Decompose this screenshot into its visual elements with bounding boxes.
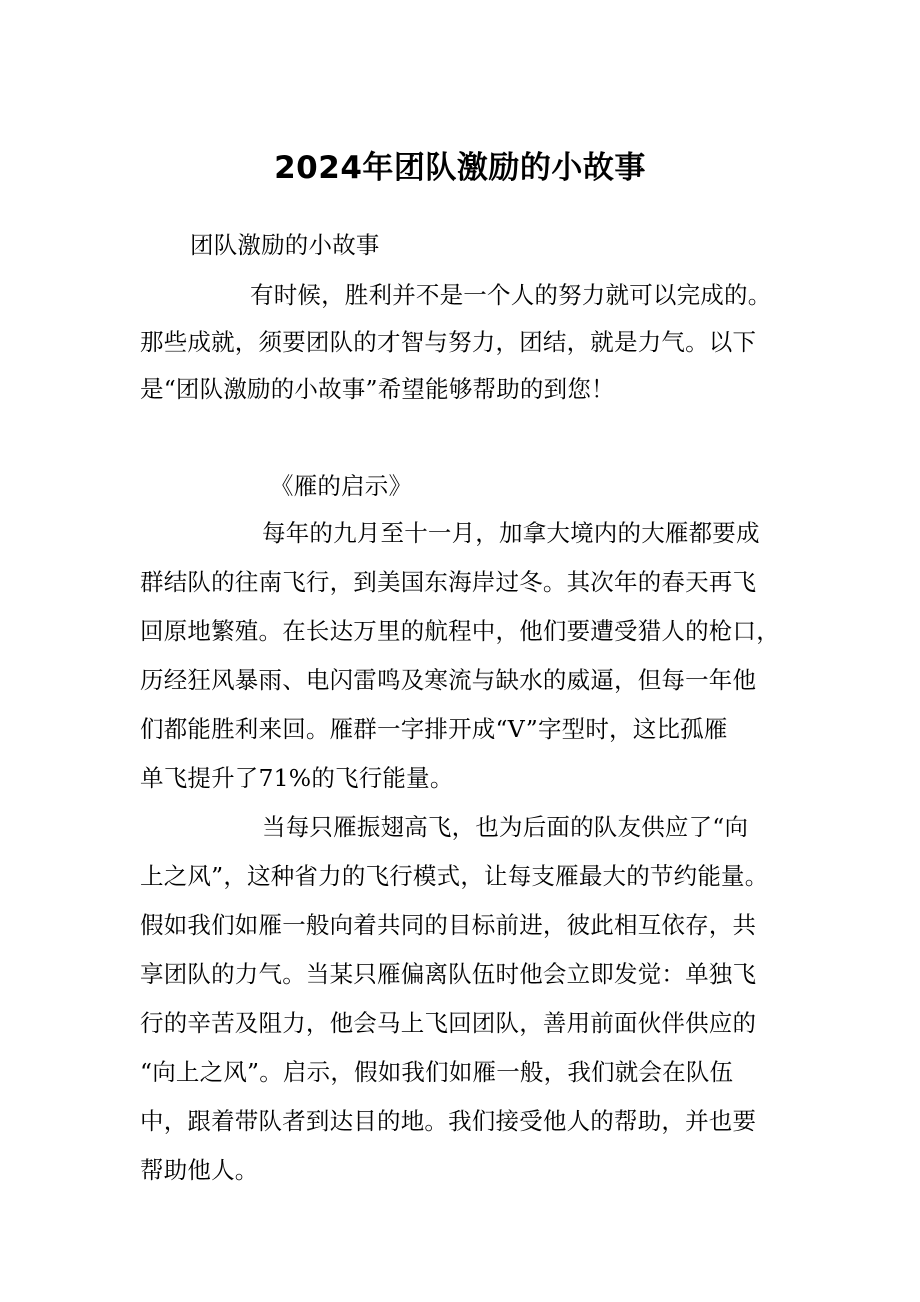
intro-line: 那些成就，须要团队的才智与努力，团结，就是力气。以下	[140, 328, 757, 356]
paragraph-line: 们都能胜利来回。雁群一字排开成“V”字型时，这比孤雁	[140, 715, 728, 743]
paragraph-line: 单飞提升了71%的飞行能量。	[140, 764, 454, 792]
paragraph-line: 上之风”，这种省力的飞行模式，让每支雁最大的节约能量。	[140, 862, 769, 890]
intro-line: 有时候，胜利并不是一个人的努力就可以完成的。	[250, 281, 772, 309]
section-title: 《雁的启示》	[270, 472, 413, 500]
paragraph-line: 历经狂风暴雨、电闪雷鸣及寒流与缺水的威逼，但每一年他	[140, 666, 757, 694]
paragraph-line: 当每只雁振翅高飞，也为后面的队友供应了“向	[262, 813, 749, 841]
paragraph-line: 中，跟着带队者到达目的地。我们接受他人的帮助，并也要	[140, 1107, 757, 1135]
paragraph-line: 群结队的往南飞行，到美国东海岸过冬。其次年的春天再飞	[140, 568, 757, 596]
paragraph-line: 享团队的力气。当某只雁偏离队伍时他会立即发觉：单独飞	[140, 960, 757, 988]
document-subtitle: 团队激励的小故事	[190, 231, 380, 259]
intro-line: 是“团队激励的小故事”希望能够帮助的到您！	[140, 375, 615, 403]
paragraph-line: “向上之风”。启示，假如我们如雁一般，我们就会在队伍	[140, 1058, 734, 1086]
paragraph-line: 行的辛苦及阻力，他会马上飞回团队，善用前面伙伴供应的	[140, 1009, 757, 1037]
page-title: 2024年团队激励的小故事	[274, 150, 646, 186]
paragraph-line: 帮助他人。	[140, 1156, 259, 1184]
paragraph-line: 每年的九月至十一月，加拿大境内的大雁都要成	[262, 519, 760, 547]
paragraph-line: 回原地繁殖。在长达万里的航程中，他们要遭受猎人的枪口，	[140, 617, 780, 645]
paragraph-line: 假如我们如雁一般向着共同的目标前进，彼此相互依存，共	[140, 911, 757, 939]
